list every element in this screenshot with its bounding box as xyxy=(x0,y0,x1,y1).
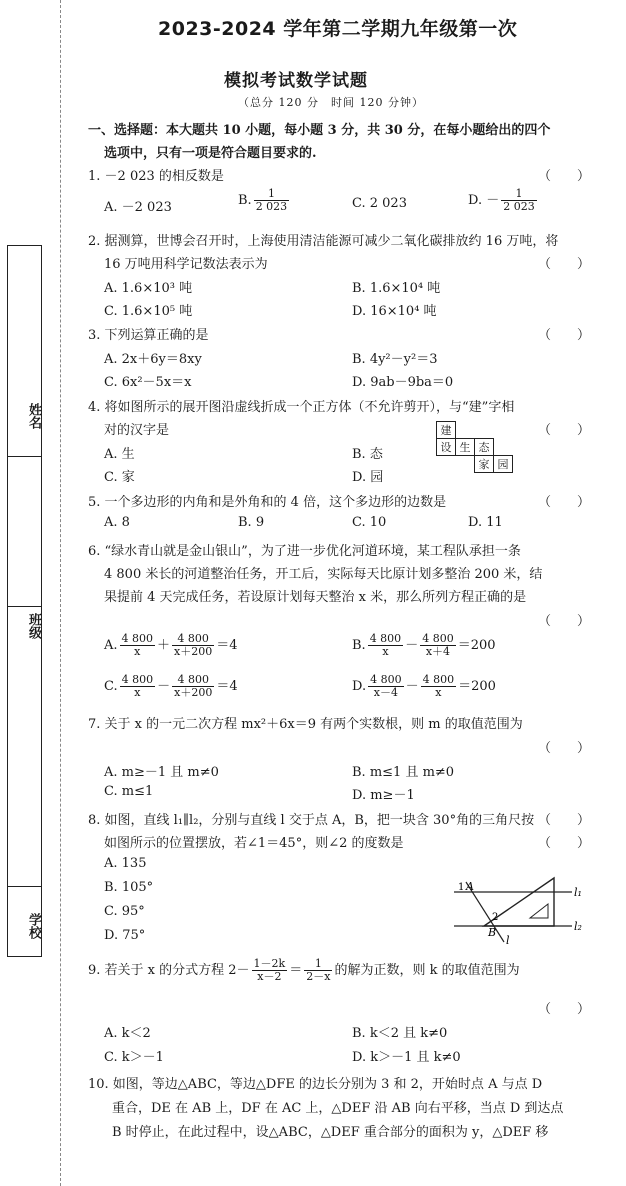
q8-option-a: A. 135 xyxy=(104,856,147,871)
q2-option-b: B. 1.6×10⁴ 吨 xyxy=(352,281,441,296)
q9-option-d: D. k＞－1 且 k≠0 xyxy=(352,1050,461,1065)
q3-option-b: B. 4y²－y²＝3 xyxy=(352,352,438,367)
answer-paren: （ ） xyxy=(538,169,591,184)
q3-option-a: A. 2x＋6y＝8xy xyxy=(104,352,202,367)
q6-option-a: A. $\frac{4 800}{x}$ ＋ $\frac{4 800}{x+200}$ ＝4 xyxy=(104,632,238,658)
question-3-stem: 3. 下列运算正确的是 xyxy=(88,328,209,343)
net-cell: 家 xyxy=(475,456,494,473)
question-6-line3: 果提前 4 天完成任务，若设原计划每天整治 x 米，那么所列方程正确的是 xyxy=(104,590,527,605)
section-heading-cont: 选项中，只有一项是符合题目要求的. xyxy=(104,146,317,161)
q2-option-a: A. 1.6×10³ 吨 xyxy=(104,281,193,296)
net-cell: 建 xyxy=(437,422,456,439)
student-info-box xyxy=(7,245,42,957)
q7-option-a: A. m≥－1 且 m≠0 xyxy=(104,765,219,780)
answer-paren: （ ） xyxy=(538,614,591,629)
label-point-a: A xyxy=(466,880,474,893)
q5-option-d: D. 11 xyxy=(468,515,503,530)
q4-option-b: B. 态 xyxy=(352,447,383,462)
question-4-line2: 对的汉字是 xyxy=(104,423,170,438)
answer-paren: （ ） xyxy=(538,836,591,851)
net-cell: 生 xyxy=(456,439,475,456)
divider xyxy=(8,456,41,457)
q7-option-b: B. m≤1 且 m≠0 xyxy=(352,765,455,780)
binding-line xyxy=(60,0,61,1186)
question-4-line1: 4. 将如图所示的展开图沿虚线折成一个正方体（不允许剪开），与“建”字相 xyxy=(88,400,515,415)
q5-option-c: C. 10 xyxy=(352,515,387,530)
answer-paren: （ ） xyxy=(538,813,591,828)
q6-option-d: D. $\frac{4 800}{x-4}$ － $\frac{4 800}{x}$ ＝200 xyxy=(352,673,496,699)
cube-net-figure xyxy=(436,421,513,473)
q1-option-a: A. －2 023 xyxy=(104,200,172,215)
q3-option-c: C. 6x²－5x＝x xyxy=(104,375,192,390)
q1-option-d: D. － $\frac{1}{2 023}$ xyxy=(468,187,535,213)
section-heading: 一、选择题：本大题共 10 小题，每小题 3 分，共 30 分，在每小题给出的四个 xyxy=(88,123,551,138)
exam-subtitle: （总分 120 分 时间 120 分钟） xyxy=(238,96,424,109)
answer-paren: （ ） xyxy=(538,423,591,438)
answer-paren: （ ） xyxy=(538,257,591,272)
q5-option-a: A. 8 xyxy=(104,515,130,530)
q9-option-b: B. k＜2 且 k≠0 xyxy=(352,1026,448,1041)
label-l2: l₂ xyxy=(574,920,582,933)
q4-option-a: A. 生 xyxy=(104,447,135,462)
question-2-line2: 16 万吨用科学记数法表示为 xyxy=(104,257,268,272)
exam-title-line1: 2023-2024 学年第二学期九年级第一次 xyxy=(158,18,518,40)
q9-option-a: A. k＜2 xyxy=(104,1026,151,1041)
question-6-line2: 4 800 米长的河道整治任务，开工后，实际每天比原计划多整治 200 米，结 xyxy=(104,567,543,582)
question-2-line1: 2. 据测算，世博会召开时，上海使用清洁能源可减少二氧化碳排放约 16 万吨，将 xyxy=(88,234,559,249)
divider xyxy=(8,886,41,887)
question-10-line2: 重合，DE 在 AB 上，DF 在 AC 上，△DEF 沿 AB 向右平移，当点 D 到达点 xyxy=(112,1101,564,1116)
q5-option-b: B. 9 xyxy=(238,515,265,530)
q9-option-c: C. k＞－1 xyxy=(104,1050,164,1065)
class-label: 班级 xyxy=(26,613,41,639)
label-point-b: B xyxy=(488,926,497,939)
q8-option-d: D. 75° xyxy=(104,928,146,943)
question-10-line3: B 时停止，在此过程中，设△ABC，△DEF 重合部分的面积为 y，△DEF 移 xyxy=(112,1125,549,1140)
question-8-line2: 如图所示的位置摆放，若∠1＝45°，则∠2 的度数是 xyxy=(104,836,404,851)
answer-paren: （ ） xyxy=(538,1002,591,1017)
q4-option-c: C. 家 xyxy=(104,470,135,485)
label-angle-2: 2 xyxy=(492,912,499,923)
q2-option-d: D. 16×10⁴ 吨 xyxy=(352,304,437,319)
label-l1: l₁ xyxy=(574,886,582,899)
q6-option-b: B. $\frac{4 800}{x}$ － $\frac{4 800}{x+4}$ ＝200 xyxy=(352,632,496,658)
q3-option-d: D. 9ab－9ba＝0 xyxy=(352,375,454,390)
q8-option-c: C. 95° xyxy=(104,904,145,919)
question-6-line1: 6. “绿水青山就是金山银山”，为了进一步优化河道环境，某工程队承担一条 xyxy=(88,544,521,559)
question-9-stem: 9. 若关于 x 的分式方程 2－ $\frac{1-2k}{x-2}$ ＝ $\frac{1}{2-x}$ 的解为正数，则 k 的取值范围为 xyxy=(88,957,520,983)
question-1-stem: 1. －2 023 的相反数是 xyxy=(88,169,224,184)
label-l: l xyxy=(506,934,510,947)
q8-option-b: B. 105° xyxy=(104,880,154,895)
question-7-stem: 7. 关于 x 的一元二次方程 mx²＋6x＝9 有两个实数根，则 m 的取值范围为 xyxy=(88,717,523,732)
answer-paren: （ ） xyxy=(538,328,591,343)
label-angle-1: 1 xyxy=(458,882,465,893)
name-label: 姓名 xyxy=(26,403,41,429)
exam-title-line2: 模拟考试数学试题 xyxy=(224,71,368,91)
answer-paren: （ ） xyxy=(538,495,591,510)
q2-option-c: C. 1.6×10⁵ 吨 xyxy=(104,304,193,319)
parallel-lines-triangle-figure xyxy=(444,870,594,950)
question-5-stem: 5. 一个多边形的内角和是外角和的 4 倍，这个多边形的边数是 xyxy=(88,495,447,510)
net-cell: 态 xyxy=(475,439,494,456)
net-cell: 园 xyxy=(494,456,513,473)
net-cell: 设 xyxy=(437,439,456,456)
q6-option-c: C. $\frac{4 800}{x}$ － $\frac{4 800}{x+200}$ ＝4 xyxy=(104,673,238,699)
question-8-line1: 8. 如图，直线 l₁∥l₂，分别与直线 l 交于点 A，B，把一块含 30°角的三角尺按 xyxy=(88,813,535,828)
question-10-line1: 10. 如图，等边△ABC，等边△DFE 的边长分别为 3 和 2，开始时点 A 与点 D xyxy=(88,1077,543,1092)
q7-option-c: C. m≤1 xyxy=(104,784,154,799)
q1-option-c: C. 2 023 xyxy=(352,196,407,211)
q7-option-d: D. m≥－1 xyxy=(352,788,415,803)
q1-option-b: B. $\frac{1}{2 023}$ xyxy=(238,187,288,213)
q4-option-d: D. 园 xyxy=(352,470,384,485)
answer-paren: （ ） xyxy=(538,741,591,756)
school-label: 学校 xyxy=(26,913,41,939)
triangle-ruler-inner xyxy=(530,904,548,918)
